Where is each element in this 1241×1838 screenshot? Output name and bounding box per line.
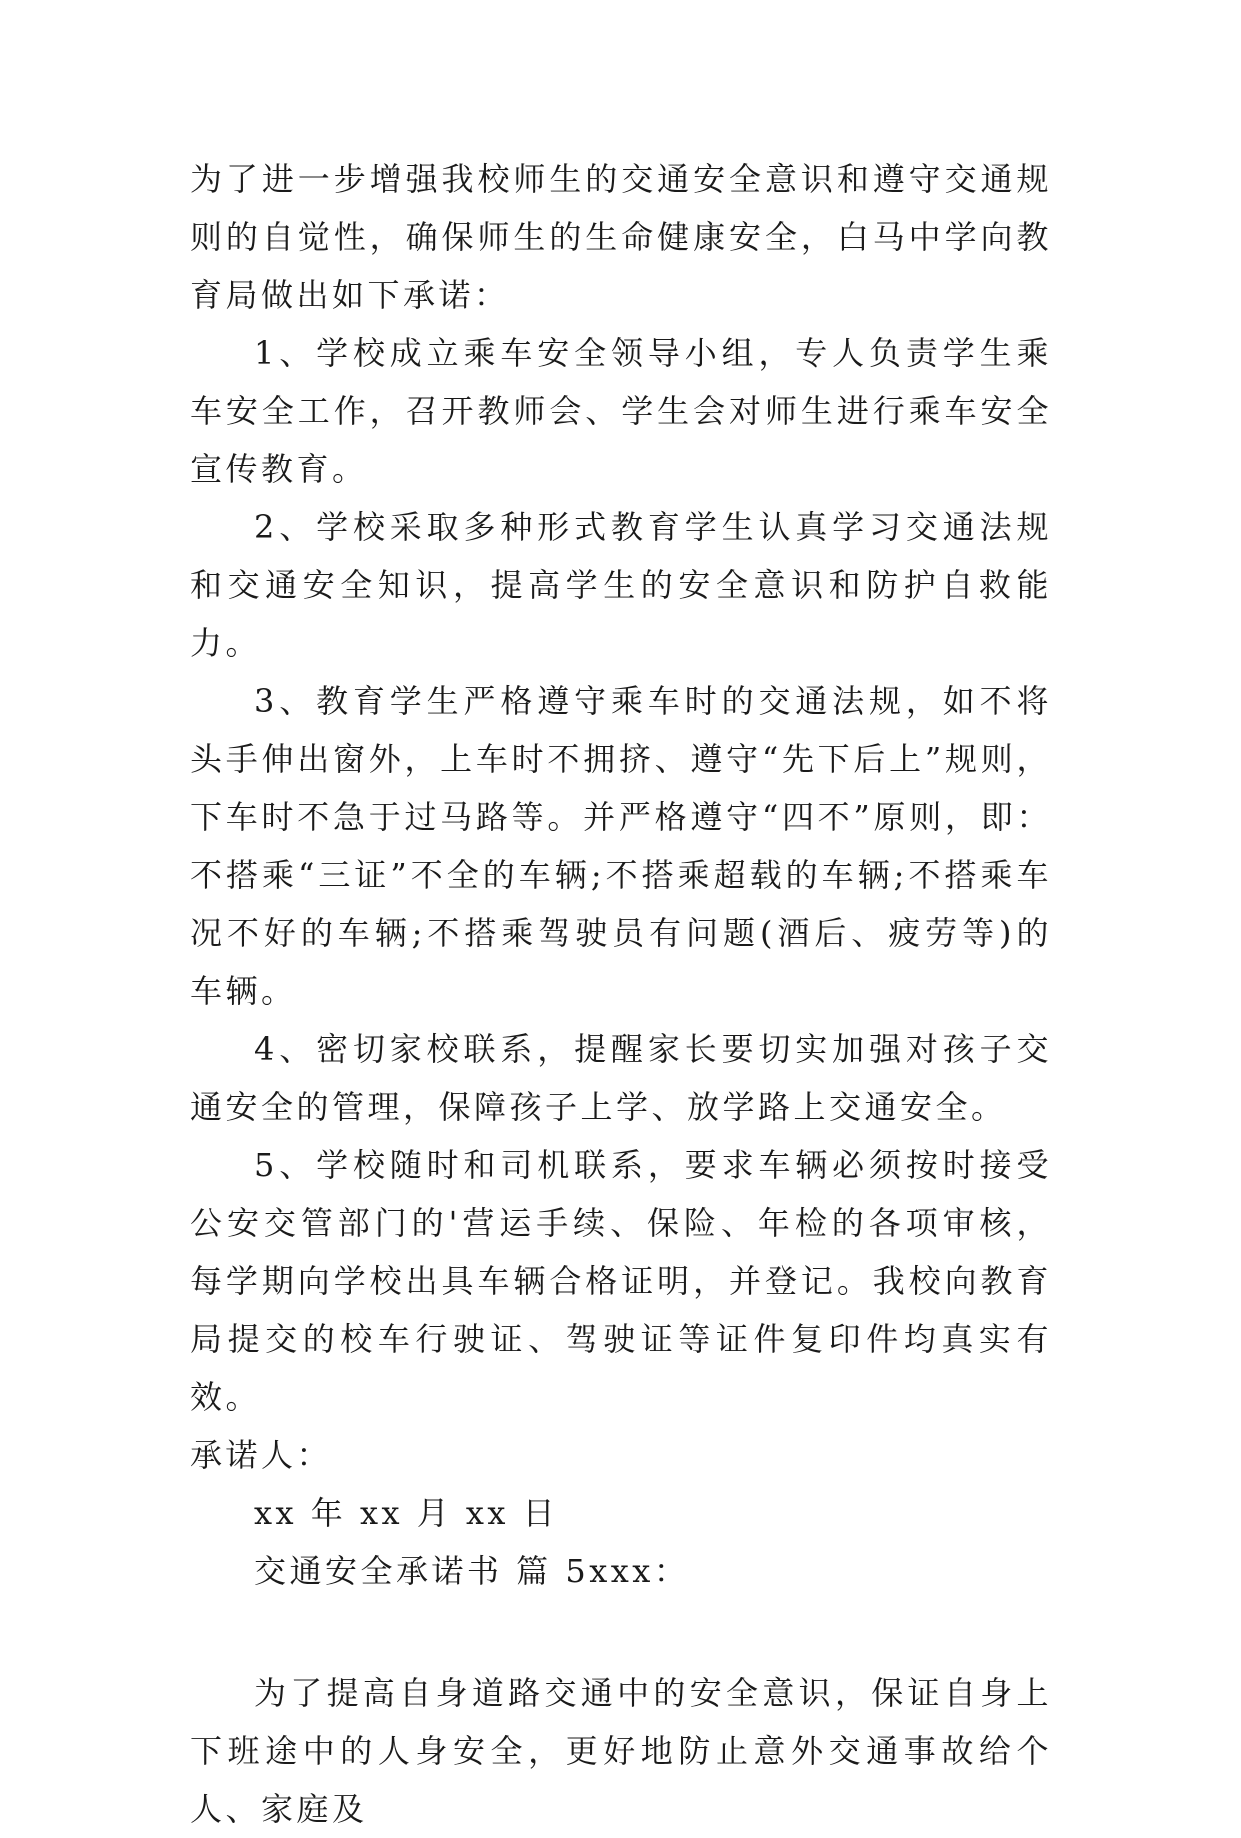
pledge-item-5: 5、学校随时和司机联系，要求车辆必须按时接受公安交管部门的'营运手续、保险、年检的各项审核，每学期向学校出具车辆合格证明，并登记。我校向教育局提交的校车行驶证、驾驶证等证件复印件均真实有效。: [190, 1146, 1052, 1416]
document-body: [190, 150, 1052, 1838]
signer-label: 承诺人：: [190, 1436, 333, 1474]
pledge-item-1: 1、学校成立乘车安全领导小组，专人负责学生乘车安全工作，召开教师会、学生会对师生进行乘车安全宣传教育。: [190, 334, 1052, 488]
pledge-item-4: 4、密切家校联系，提醒家长要切实加强对孩子交通安全的管理，保障孩子上学、放学路上交通安全。: [190, 1030, 1052, 1126]
section-title: 交通安全承诺书 篇 5xxx：: [254, 1552, 690, 1590]
blank-line: [190, 1600, 1052, 1664]
pledge-item-3: 3、教育学生严格遵守乘车时的交通法规，如不将头手伸出窗外，上车时不拥挤、遵守“先下后上”规则，下车时不急于过马路等。并严格遵守“四不”原则，即：不搭乘“三证”不全的车辆;不搭乘超载的车辆;不搭乘车况不好的车辆;不搭乘驾驶员有问题(酒后、疲劳等)的车辆。: [190, 682, 1052, 1010]
date-line: xx 年 xx 月 xx 日: [254, 1494, 559, 1532]
next-paragraph: 为了提高自身道路交通中的安全意识，保证自身上下班途中的人身安全，更好地防止意外交通事故给个人、家庭及: [190, 1674, 1052, 1828]
intro-paragraph: 为了进一步增强我校师生的交通安全意识和遵守交通规则的自觉性，确保师生的生命健康安全，白马中学向教育局做出如下承诺：: [190, 160, 1052, 314]
pledge-item-2: 2、学校采取多种形式教育学生认真学习交通法规和交通安全知识，提高学生的安全意识和防护自救能力。: [190, 508, 1052, 662]
